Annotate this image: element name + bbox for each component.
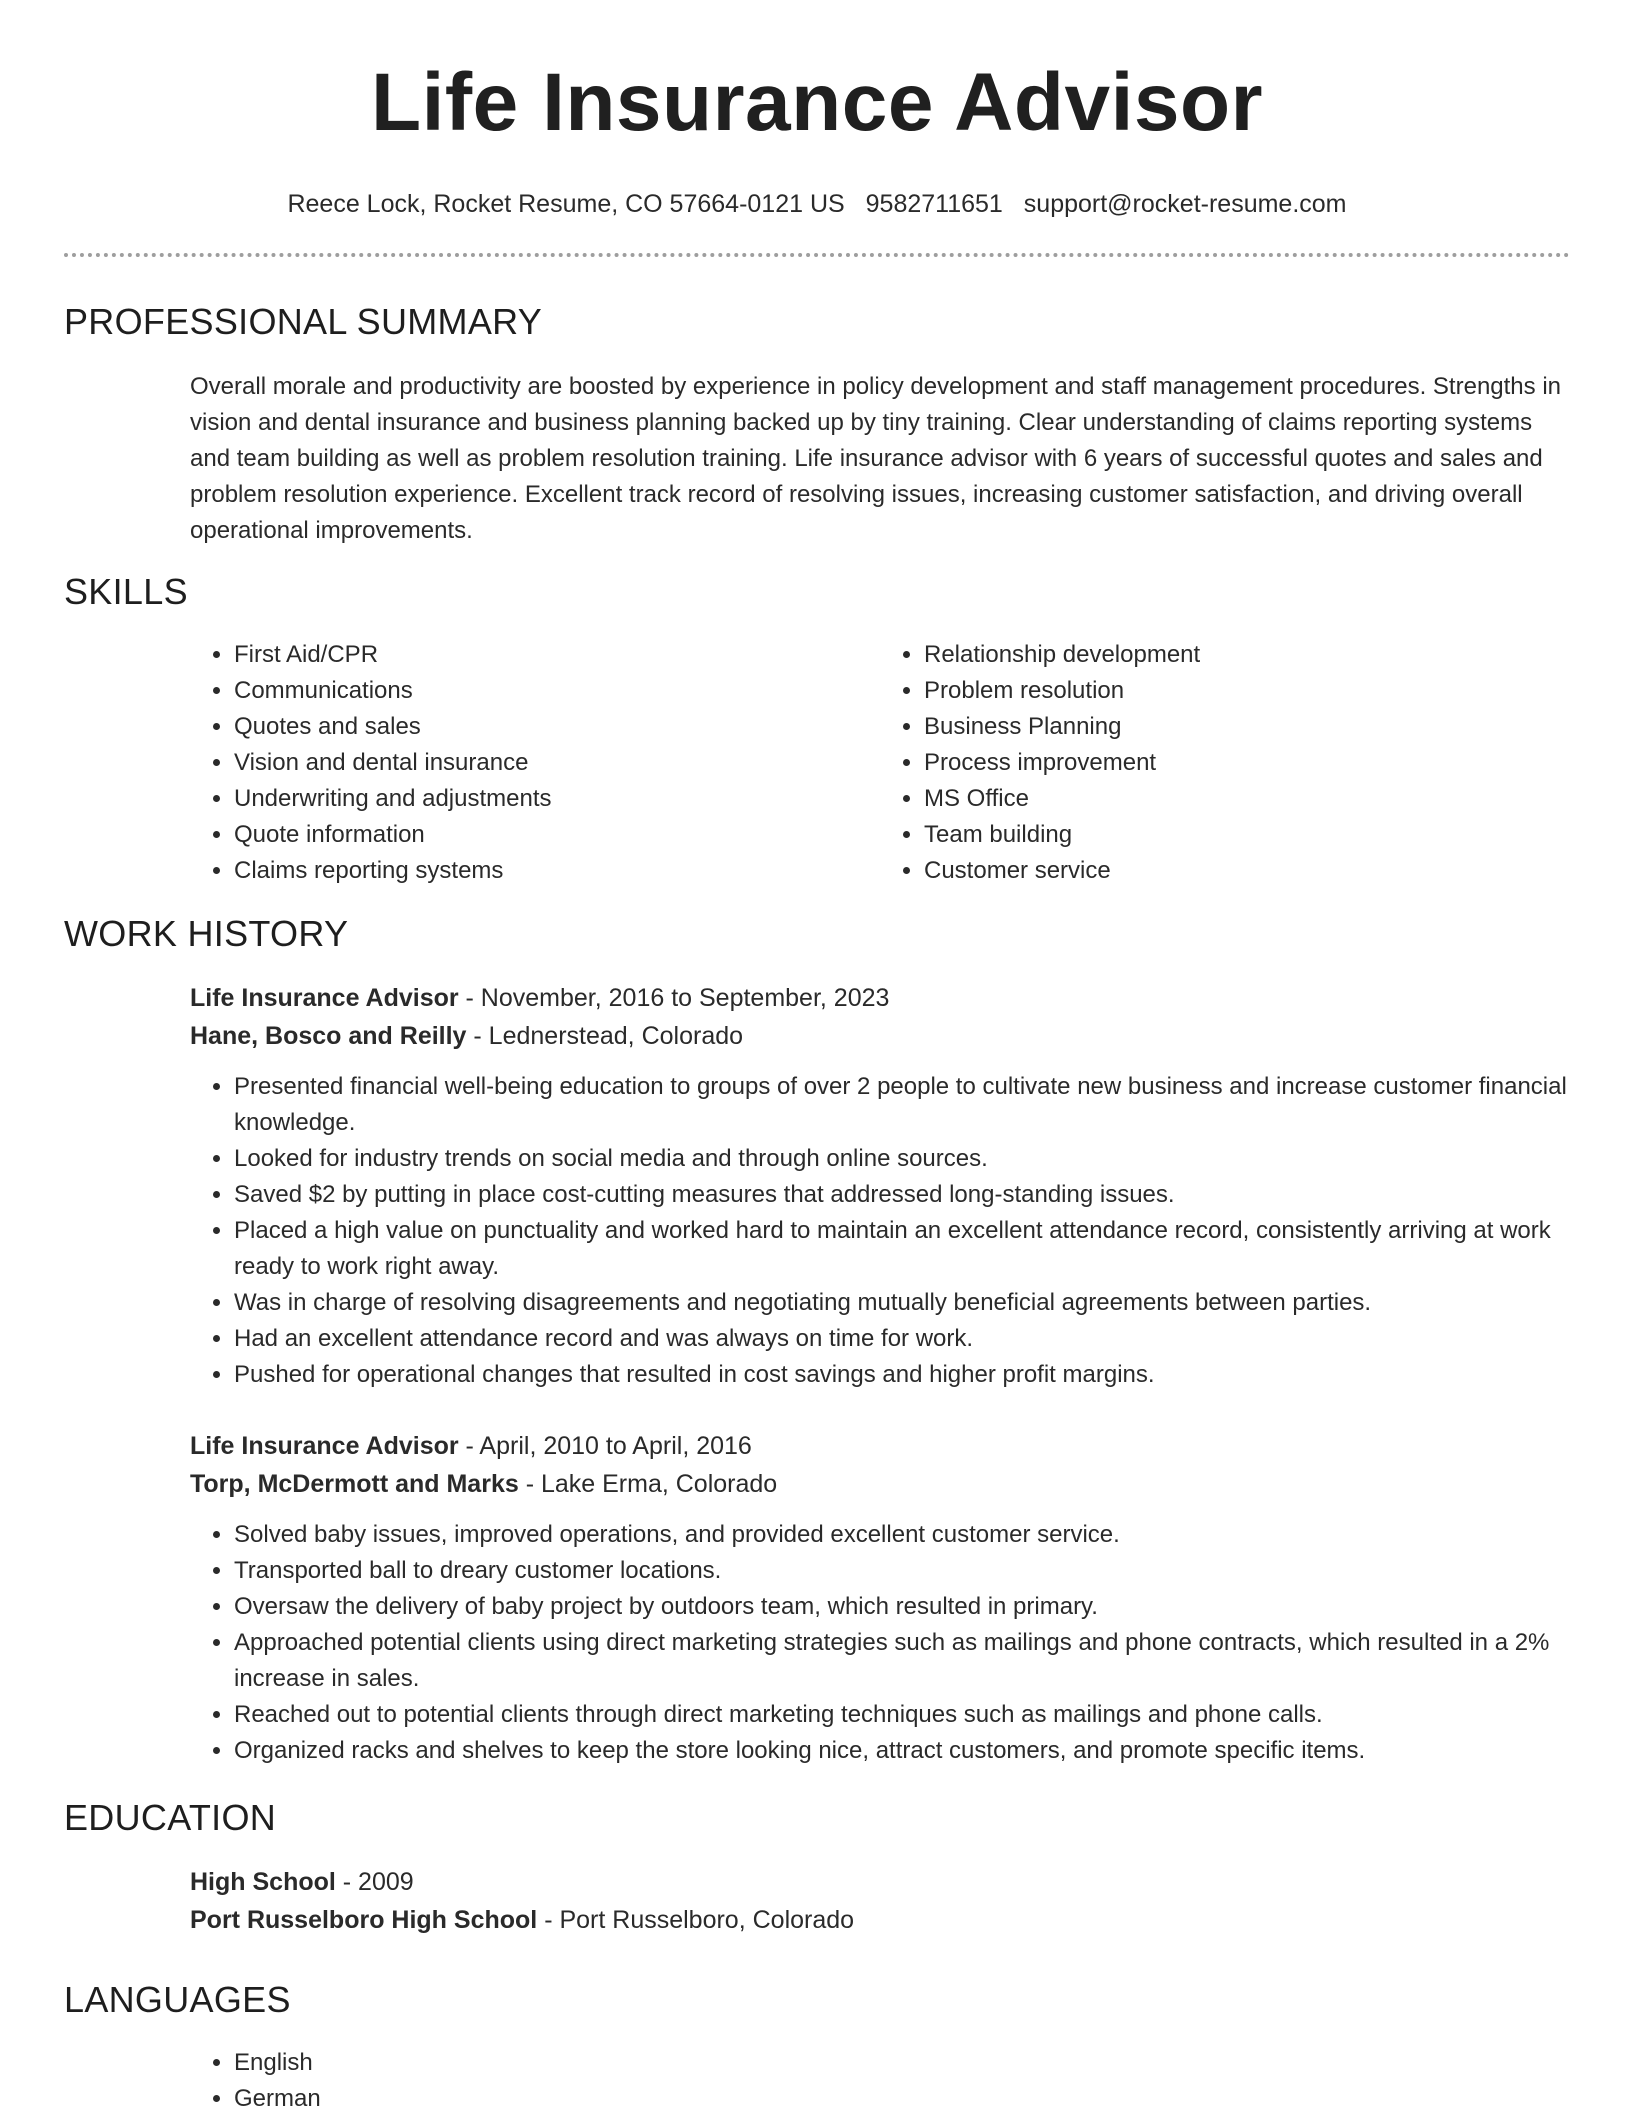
education-year: - 2009	[335, 1868, 414, 1896]
job-bullet: • Had an excellent attendance record and was always on time for work.	[234, 1321, 1570, 1357]
skill-item: • First Aid/CPR	[234, 637, 880, 673]
job-title: Life Insurance Advisor	[190, 984, 459, 1012]
skills-list	[190, 637, 1570, 889]
job-entry	[190, 979, 1570, 1393]
job-bullet: • Reached out to potential clients through direct marketing techniques such as mailings and phone calls.	[234, 1697, 1570, 1733]
language-item: • German	[234, 2081, 1570, 2117]
job-bullet: • Oversaw the delivery of baby project by outdoors team, which resulted in primary.	[234, 1589, 1570, 1625]
resume-title: Life Insurance Advisor	[371, 57, 1263, 148]
job-company: Hane, Bosco and Reilly	[190, 1022, 467, 1050]
education-school-line	[190, 1901, 1570, 1939]
job-company-line	[190, 1017, 1570, 1055]
job-bullet: • Presented financial well-being education to groups of over 2 people to cultivate new business and increase customer financial knowledge.	[234, 1069, 1570, 1141]
job-entry	[190, 1427, 1570, 1769]
education-location: - Port Russelboro, Colorado	[537, 1906, 855, 1934]
header-divider	[64, 253, 1570, 257]
job-bullet: • Placed a high value on punctuality and worked hard to maintain an excellent attendance record, consistently arriving at work ready to work right away.	[234, 1213, 1570, 1285]
skill-item: • MS Office	[924, 781, 1570, 817]
education-degree: High School	[190, 1868, 336, 1896]
job-bullets	[190, 1517, 1570, 1769]
skill-item: • Customer service	[924, 853, 1570, 889]
skill-item: • Quotes and sales	[234, 709, 880, 745]
contact-line	[64, 190, 1570, 219]
summary-text: Overall morale and productivity are boosted by experience in policy development and staff management procedures. Strengths in vision and dental insurance and business planning backed up by tiny training. Clear understanding of claims reporting systems and team building as well as problem resolution training. Life insurance advisor with 6 years of successful quotes and sales and problem resolution experience. Excellent track record of resolving issues, increasing customer satisfaction, and driving overall operational improvements.	[190, 373, 1561, 544]
job-company-line	[190, 1465, 1570, 1503]
skill-item: • Team building	[924, 817, 1570, 853]
job-bullet: • Pushed for operational changes that resulted in cost savings and higher profit margins.	[234, 1357, 1570, 1393]
resume-page	[64, 0, 1570, 2117]
education-degree-line	[190, 1863, 1570, 1901]
languages-list	[190, 2045, 1570, 2117]
skill-item: • Vision and dental insurance	[234, 745, 880, 781]
work-history	[190, 979, 1570, 1769]
skills-column-left	[190, 637, 880, 889]
job-bullet: • Organized racks and shelves to keep the store looking nice, attract customers, and promote specific items.	[234, 1733, 1570, 1769]
skill-item: • Underwriting and adjustments	[234, 781, 880, 817]
skill-item: • Process improvement	[924, 745, 1570, 781]
contact-email[interactable]: support@rocket-resume.com	[1023, 190, 1347, 218]
education-school: Port Russelboro High School	[190, 1906, 538, 1934]
job-title-line	[190, 979, 1570, 1017]
job-bullets	[190, 1069, 1570, 1393]
education-entry	[190, 1863, 1570, 1939]
skill-item: • Claims reporting systems	[234, 853, 880, 889]
work-history-heading: WORK HISTORY	[64, 913, 349, 954]
contact-phone: 9582711651	[865, 190, 1003, 218]
skill-item: • Problem resolution	[924, 673, 1570, 709]
job-location: - Lednerstead, Colorado	[466, 1022, 744, 1050]
languages-heading: LANGUAGES	[64, 1979, 291, 2020]
job-title: Life Insurance Advisor	[190, 1432, 459, 1460]
contact-address: Reece Lock, Rocket Resume, CO 57664-0121 US	[287, 190, 845, 218]
job-dates: - April, 2010 to April, 2016	[458, 1432, 752, 1460]
job-bullet: • Approached potential clients using direct marketing strategies such as mailings and phone contracts, which resulted in a 2% increase in sales.	[234, 1625, 1570, 1697]
skills-heading: SKILLS	[64, 571, 188, 612]
job-title-line	[190, 1427, 1570, 1465]
skill-item: • Communications	[234, 673, 880, 709]
job-dates: - November, 2016 to September, 2023	[458, 984, 890, 1012]
skills-column-right	[880, 637, 1570, 889]
languages-items	[190, 2045, 1570, 2117]
job-company: Torp, McDermott and Marks	[190, 1470, 519, 1498]
skill-item: • Quote information	[234, 817, 880, 853]
job-bullet: • Solved baby issues, improved operations, and provided excellent customer service.	[234, 1517, 1570, 1553]
job-bullet: • Was in charge of resolving disagreements and negotiating mutually beneficial agreements between parties.	[234, 1285, 1570, 1321]
skill-item: • Business Planning	[924, 709, 1570, 745]
language-item: • English	[234, 2045, 1570, 2081]
summary-heading: PROFESSIONAL SUMMARY	[64, 301, 543, 342]
skill-item: • Relationship development	[924, 637, 1570, 673]
education-heading: EDUCATION	[64, 1797, 277, 1838]
job-bullet: • Looked for industry trends on social media and through online sources.	[234, 1141, 1570, 1177]
job-location: - Lake Erma, Colorado	[518, 1470, 778, 1498]
job-bullet: • Transported ball to dreary customer locations.	[234, 1553, 1570, 1589]
job-bullet: • Saved $2 by putting in place cost-cutting measures that addressed long-standing issues.	[234, 1177, 1570, 1213]
